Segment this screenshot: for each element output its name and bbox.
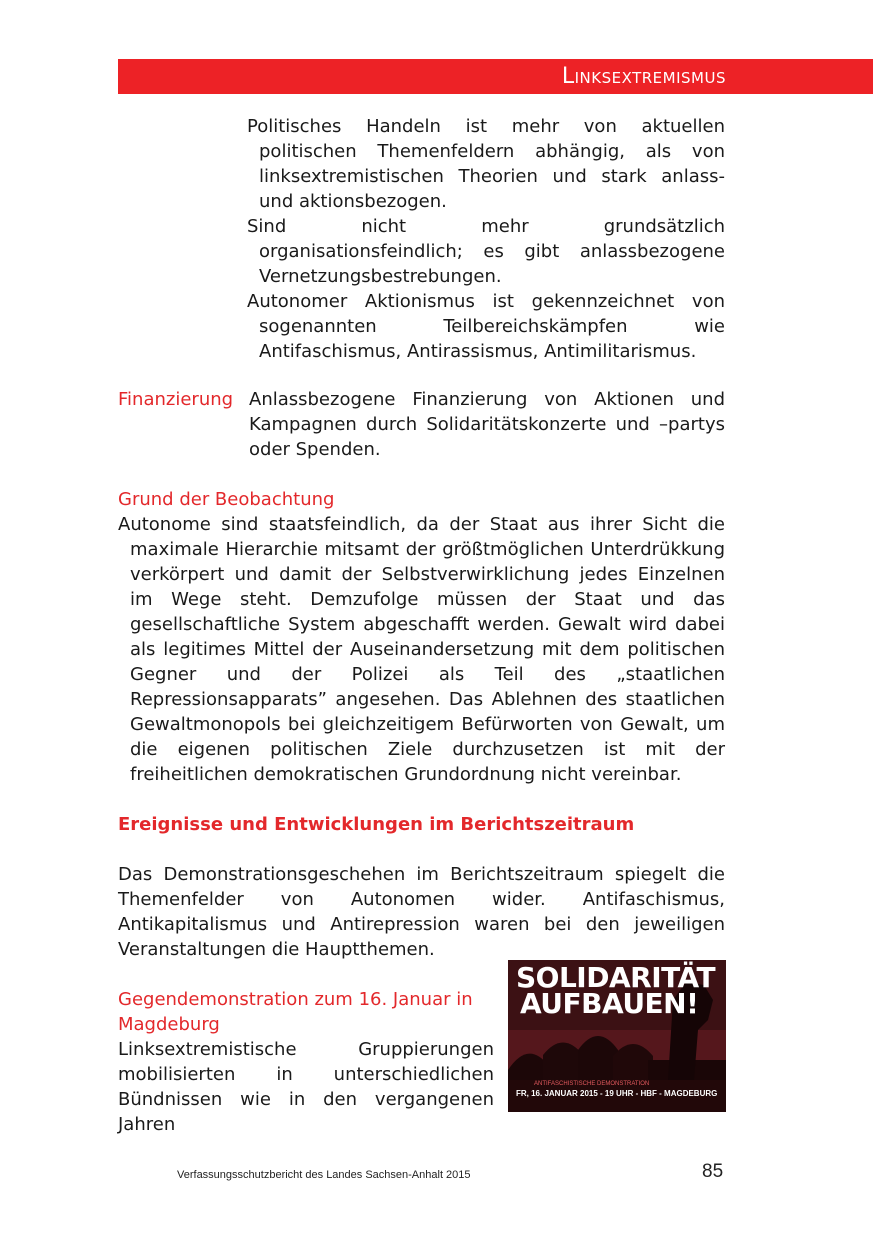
gegendemo-heading-block (118, 987, 496, 1037)
poster-date-line: FR, 16. JANUAR 2015 - 19 UHR - HBF - MAGDEBURG (516, 1089, 718, 1098)
poster-subtitle: ANTIFASCHISTISCHE DEMONSTRATION (534, 1081, 650, 1087)
gegendemo-heading: Gegendemonstration zum 16. Januar in Magdeburg (118, 989, 473, 1035)
poster-title-line2: AUFBAUEN! (520, 987, 699, 1020)
finanzierung-block (249, 387, 725, 462)
intro-paragraph: Politisches Handeln ist mehr von aktuellen politischen Themenfeldern abhängig, als von linksextremistischen Theorien und stark anlass- und aktionsbezogen. (247, 116, 725, 212)
footer-text: Verfassungsschutzbericht des Landes Sachsen-Anhalt 2015 (177, 1169, 471, 1181)
ereignisse-block (118, 862, 725, 962)
intro-block (247, 114, 725, 364)
intro-paragraph: Sind nicht mehr grundsätzlich organisationsfeindlich; es gibt anlassbezogene Vernetzungsbestrebungen. (247, 216, 725, 287)
ereignisse-text: Das Demonstrationsgeschehen im Berichtszeitraum spiegelt die Themenfelder von Autonomen wider. Antifaschismus, Antikapitalismus und Antirepression waren bei den jeweiligen Veranstaltungen die Hauptthemen. (118, 864, 725, 960)
gegendemo-block (118, 1037, 494, 1137)
beobachtung-text: Autonome sind staatsfeindlich, da der Staat aus ihrer Sicht die maximale Hierarchie mitsamt der größtmöglichen Unterdrükkung verkörpert und damit der Selbstverwirklichung jedes Einzelnen im Wege steht. Demzufolge müssen der Staat und das gesellschaftliche System abgeschafft werden. Gewalt wird dabei als legitimes Mittel der Auseinandersetzung mit dem politischen Gegner und der Polizei als Teil des „staatlichen Repressionsapparats” angesehen. Das Ablehnen des staatlichen Gewaltmonopols bei gleichzeitigem Befürworten von Gewalt, um die eigenen politischen Ziele durchzusetzen ist mit der freiheitlichen demokratischen Grundordnung nicht vereinbar. (118, 514, 725, 785)
intro-paragraph: Autonomer Aktionismus ist gekennzeichnet von sogenannten Teilbereichskämpfen wie Antifaschismus, Antirassismus, Antimilitarismus. (247, 291, 725, 362)
beobachtung-block (118, 512, 725, 787)
beobachtung-heading: Grund der Beobachtung (118, 489, 335, 510)
finanzierung-label: Finanzierung (118, 389, 234, 410)
gegendemo-text: Linksextremistische Gruppierungen mobilisierten in unterschiedlichen Bündnissen wie in den vergangenen Jahren (118, 1039, 494, 1135)
section-title: Linksextremismus (561, 64, 726, 89)
demonstration-poster (508, 960, 726, 1112)
finanzierung-text: Anlassbezogene Finanzierung von Aktionen und Kampagnen durch Solidaritätskonzerte und –partys oder Spenden. (249, 389, 725, 460)
ereignisse-heading: Ereignisse und Entwicklungen im Berichtszeitraum (118, 814, 635, 835)
poster-title-line1: SOLIDARITÄT (516, 961, 716, 994)
header-bar (118, 59, 873, 94)
page-number: 85 (702, 1161, 724, 1182)
